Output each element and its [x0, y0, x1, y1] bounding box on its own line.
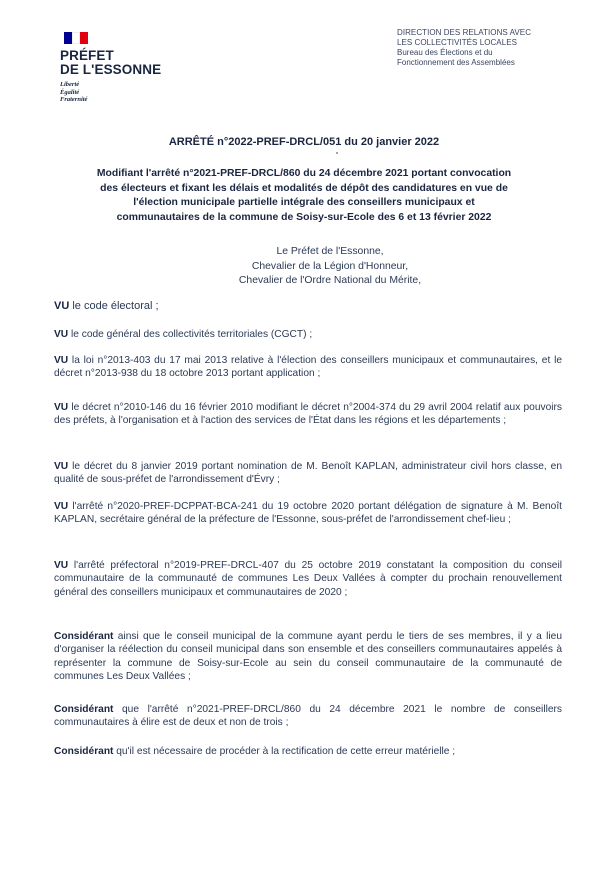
motto-egalite: Égalité [60, 88, 80, 96]
prefet-line: Chevalier de l'Ordre National du Mérite, [238, 275, 422, 286]
flag-blue [64, 32, 72, 44]
logo-title [60, 49, 161, 77]
subject-line: Modifiant l'arrêté n°2021-PREF-DRCL/860 du 24 décembre 2021 portant convocation [96, 168, 512, 179]
visa-paragraph [54, 460, 562, 487]
paragraph-keyword: VU [54, 329, 69, 340]
prefet-line: Chevalier de la Légion d'Honneur, [251, 260, 409, 272]
visa-paragraph [54, 401, 562, 428]
considerant-paragraph [54, 703, 562, 730]
french-flag-icon [64, 32, 88, 44]
paragraph-keyword: VU [54, 501, 69, 512]
paragraph-text: le décret du 8 janvier 2019 portant nomination de M. Benoît KAPLAN, administrateur civil hors classe, en qualité de sous-préfet de l'arrondissement d'Évry ; [54, 461, 562, 486]
considerant-paragraph [54, 630, 562, 684]
paragraph-text: le code électoral ; [69, 300, 159, 312]
paragraph-keyword: VU [54, 300, 70, 312]
direction-line-1: DIRECTION DES RELATIONS AVEC [397, 28, 532, 37]
paragraph-text: l'arrêté préfectoral n°2019-PREF-DRCL-407 du 25 octobre 2019 constatant la composition du conseil communautaire de la communauté de communes Les Deux Vallées à compter du prochain renouvellement général des conseillers municipaux et communautaires de 2020 ; [54, 560, 562, 598]
prefet-line: Le Préfet de l'Essonne, [276, 246, 384, 257]
motto-liberte: Liberté [60, 81, 80, 88]
issuing-direction [397, 28, 531, 68]
logo-line-1: PRÉFET [60, 48, 114, 63]
arrete-subject [62, 167, 546, 225]
paragraph-text: qu'il est nécessaire de procéder à la rectification de cette erreur matérielle ; [113, 746, 456, 757]
paragraph-text: ainsi que le conseil municipal de la commune ayant perdu le tiers de ses membres, il y a lieu d'organiser la réélection du conseil municipal dans son ensemble et des conseillers communautaires appelés à représenter la commune de Soisy-sur-Ecole au sein du conseil communautaire de la communauté de communes Les Deux Vallées ; [54, 631, 562, 683]
prefecture-logo [60, 32, 161, 104]
subject-line: des électeurs et fixant les délais et modalités de dépôt des candidatures en vue de [100, 182, 508, 194]
paragraph-text: le code général des collectivités territoriales (CGCT) ; [68, 329, 313, 340]
paragraph-text: le décret n°2010-146 du 16 février 2010 modifiant le décret n°2004-374 du 29 avril 2004 relatif aux pouvoirs des préfets, à l'organisation et à l'action des services de l'État dans les régions et les départements ; [54, 402, 562, 427]
paragraph-text: l'arrêté n°2020-PREF-DCPPAT-BCA-241 du 19 octobre 2020 portant délégation de signature à M. Benoît KAPLAN, secrétaire général de la préfecture de l'Essonne, sous-préfet de l'arrondissement chef-lieu ; [54, 501, 562, 526]
prefet-titles [180, 245, 480, 289]
paragraph-text: que l'arrêté n°2021-PREF-DRCL/860 du 24 décembre 2021 le nombre de conseillers communautaires à élire est de deux et non de trois ; [54, 704, 562, 729]
paragraph-keyword: Considérant [54, 704, 114, 715]
arrete-title: ARRÊTÉ n°2022-PREF-DRCL/051 du 20 janvier 2022 [168, 136, 440, 148]
separator-dot [336, 152, 338, 154]
subject-line: l'élection municipale partielle intégrale des conseillers municipaux et [133, 197, 475, 208]
paragraph-keyword: VU [54, 355, 69, 366]
subject-line: communautaires de la commune de Soisy-sur-Ecole des 6 et 13 février 2022 [116, 211, 492, 223]
motto-fraternite: Fraternité [60, 96, 88, 103]
visa-paragraph [54, 300, 562, 313]
paragraph-text: la loi n°2013-403 du 17 mai 2013 relative à l'élection des conseillers municipaux et communautaires, et le décret n°2013-938 du 18 octobre 2013 portant application ; [54, 355, 562, 380]
visa-paragraph [54, 500, 562, 527]
flag-red [80, 32, 88, 44]
direction-line-2: LES COLLECTIVITÉS LOCALES [397, 38, 517, 47]
paragraph-keyword: VU [54, 402, 69, 413]
flag-white [72, 32, 80, 44]
paragraph-keyword: VU [54, 461, 69, 472]
considerant-paragraph [54, 745, 562, 758]
paragraph-keyword: VU [54, 560, 69, 571]
paragraph-keyword: Considérant [54, 746, 114, 757]
direction-line-3: Bureau des Élections et du [397, 48, 493, 57]
visa-paragraph [54, 354, 562, 381]
paragraph-keyword: Considérant [54, 631, 114, 642]
logo-line-2: DE L'ESSONNE [60, 62, 162, 77]
republic-motto [60, 81, 161, 104]
direction-line-4: Fonctionnement des Assemblées [397, 58, 515, 67]
visa-paragraph [54, 328, 562, 341]
visa-paragraph [54, 559, 562, 599]
